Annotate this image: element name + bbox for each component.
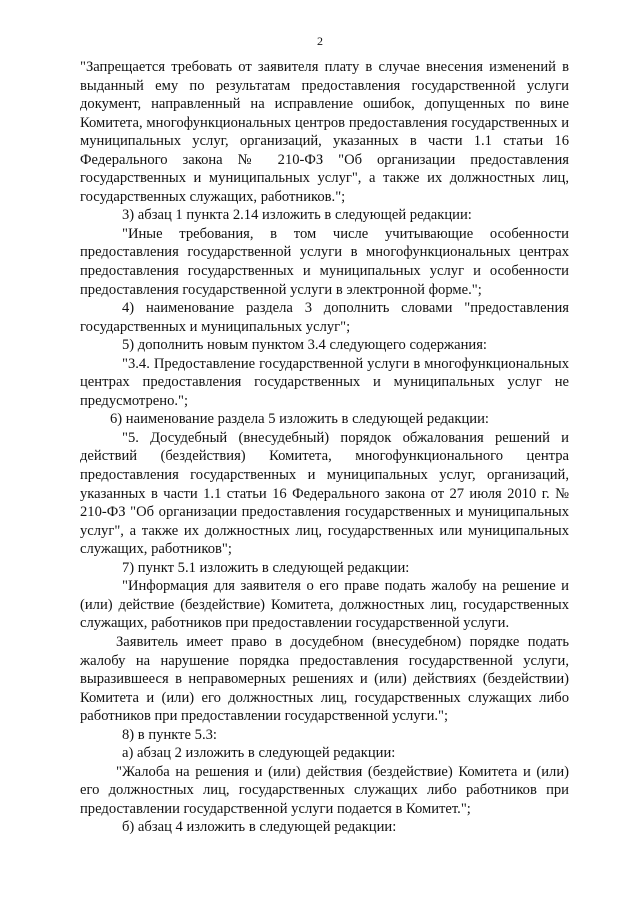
paragraph-section-5-title: "5. Досудебный (внесудебный) порядок обжалования решений и действий (бездействия) Комитета, многофункционального центра предоставления государственных и муниципальных услуг, организаций, указанных в части 1.1 статьи 16 Федерального закона от 27 июля 2010 г. № 210-ФЗ "Об организации предоставления государственных и муниципальных услуг", а также их должностных лиц, государственных или муниципальных служащих, работников";	[80, 429, 569, 558]
paragraph-applicant-right: Заявитель имеет право в досудебном (внесудебном) порядке подать жалобу на нарушение порядка предоставления государственной услуги, выразившееся в неправомерных решениях и (или) действиях (бездействии) Комитета и (или) его должностных лиц, государственных служащих либо работников при предоставлении государственной услуги.";	[80, 633, 569, 725]
paragraph-item-5: 5) дополнить новым пунктом 3.4 следующего содержания:	[122, 337, 487, 354]
paragraph-item-7: 7) пункт 5.1 изложить в следующей редакции:	[122, 559, 410, 576]
page-number: 2	[317, 34, 323, 48]
paragraph-clause-3-4: "3.4. Предоставление государственной услуги в многофункциональных центрах предоставления государственных и муниципальных услуг не предусмотрено.";	[80, 355, 569, 409]
paragraph-subitem-b: б) абзац 4 изложить в следующей редакции:	[122, 819, 397, 836]
document-body	[80, 58, 569, 837]
paragraph-other-requirements: "Иные требования, в том числе учитывающие особенности предоставления государственной услуги в многофункциональных центрах предоставления государственных и муниципальных услуг и особенности предоставления государственной услуги в электронной форме.";	[80, 225, 569, 298]
paragraph-item-8: 8) в пункте 5.3:	[122, 726, 217, 743]
paragraph-item-4: 4) наименование раздела 3 дополнить словами "предоставления государственных и муниципальных услуг";	[80, 300, 569, 335]
paragraph-item-3: 3) абзац 1 пункта 2.14 изложить в следующей редакции:	[122, 207, 472, 224]
paragraph-complaint-info: "Информация для заявителя о его праве подать жалобу на решение и (или) действие (бездействие) Комитета, должностных лиц, государственных служащих, работников при предоставлении государственной услуги.	[80, 578, 569, 632]
paragraph-fee-prohibition: "Запрещается требовать от заявителя плату в случае внесения изменений в выданный ему по результатам предоставления государственной услуги документ, направленный на исправление ошибок, допущенных по вине Комитета, многофункциональных центров предоставления государственных и муниципальных услуг, организаций, указанных в части 1.1 статьи 16 Федерального закона № 210-ФЗ "Об организации предоставления государственных и муниципальных услуг", а также их должностных лиц, государственных служащих, работников.";	[80, 59, 569, 205]
paragraph-subitem-a: а) абзац 2 изложить в следующей редакции:	[122, 745, 396, 762]
paragraph-item-6: 6) наименование раздела 5 изложить в следующей редакции:	[110, 411, 489, 428]
paragraph-complaint-submission: "Жалоба на решения и (или) действия (бездействие) Комитета и (или) его должностных лиц, государственных служащих либо работников при предоставлении государственной услуги подается в Комитет.";	[80, 763, 569, 817]
